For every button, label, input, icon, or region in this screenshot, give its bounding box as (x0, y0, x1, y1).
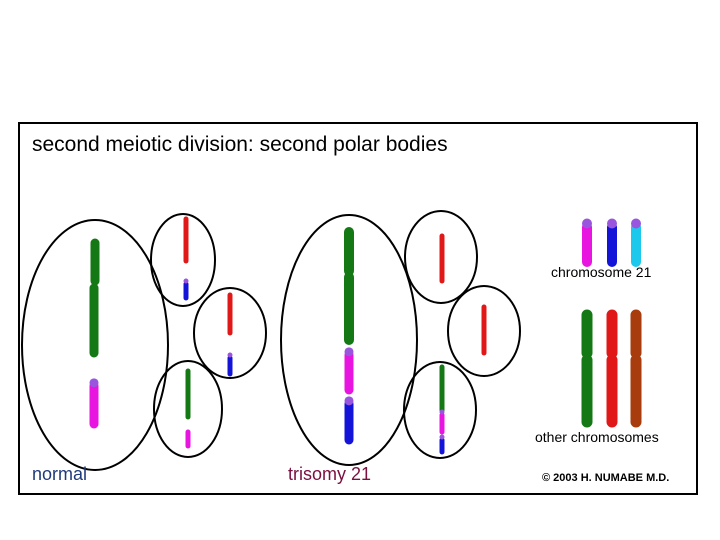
centromere-dot (345, 347, 354, 356)
centromere-dot (582, 219, 592, 229)
chromosome-normal-egg-chr21 (90, 378, 99, 424)
diagram-title: second meiotic division: second polar bodies (32, 133, 448, 156)
centromere-dot (90, 378, 99, 387)
label-normal: normal (32, 464, 88, 484)
chromosome-legend-chr21-blue (607, 219, 617, 263)
copyright-notice: © 2003 H. NUMABE M.D. (542, 472, 670, 484)
centromere-dot (607, 219, 617, 229)
chromosome-normal-pb1-blue (184, 279, 189, 299)
chromosome-trisomy-pb3-blue (440, 435, 445, 453)
chromosome-legend-chr21-magenta (582, 219, 592, 263)
centromere-dot (440, 435, 445, 440)
legend-other-chromosomes: other chromosomes (535, 429, 659, 445)
centromere-dot (631, 219, 641, 229)
centromere-dot (228, 353, 233, 358)
chromosome-trisomy-pb3-magenta (440, 410, 445, 433)
normal-polar-body-1 (151, 214, 215, 306)
chromosome-legend-chr21-cyan (631, 219, 641, 263)
centromere-dot (184, 279, 189, 284)
label-trisomy-21: trisomy 21 (288, 464, 372, 484)
centromere-dot (440, 410, 445, 415)
legend-chromosome-21: chromosome 21 (551, 264, 652, 280)
chromosome-trisomy-egg-magenta (345, 347, 354, 390)
chromosome-trisomy-egg-blue (345, 396, 354, 440)
centromere-dot (345, 396, 354, 405)
chromosome-normal-pb2-blue (228, 353, 233, 375)
